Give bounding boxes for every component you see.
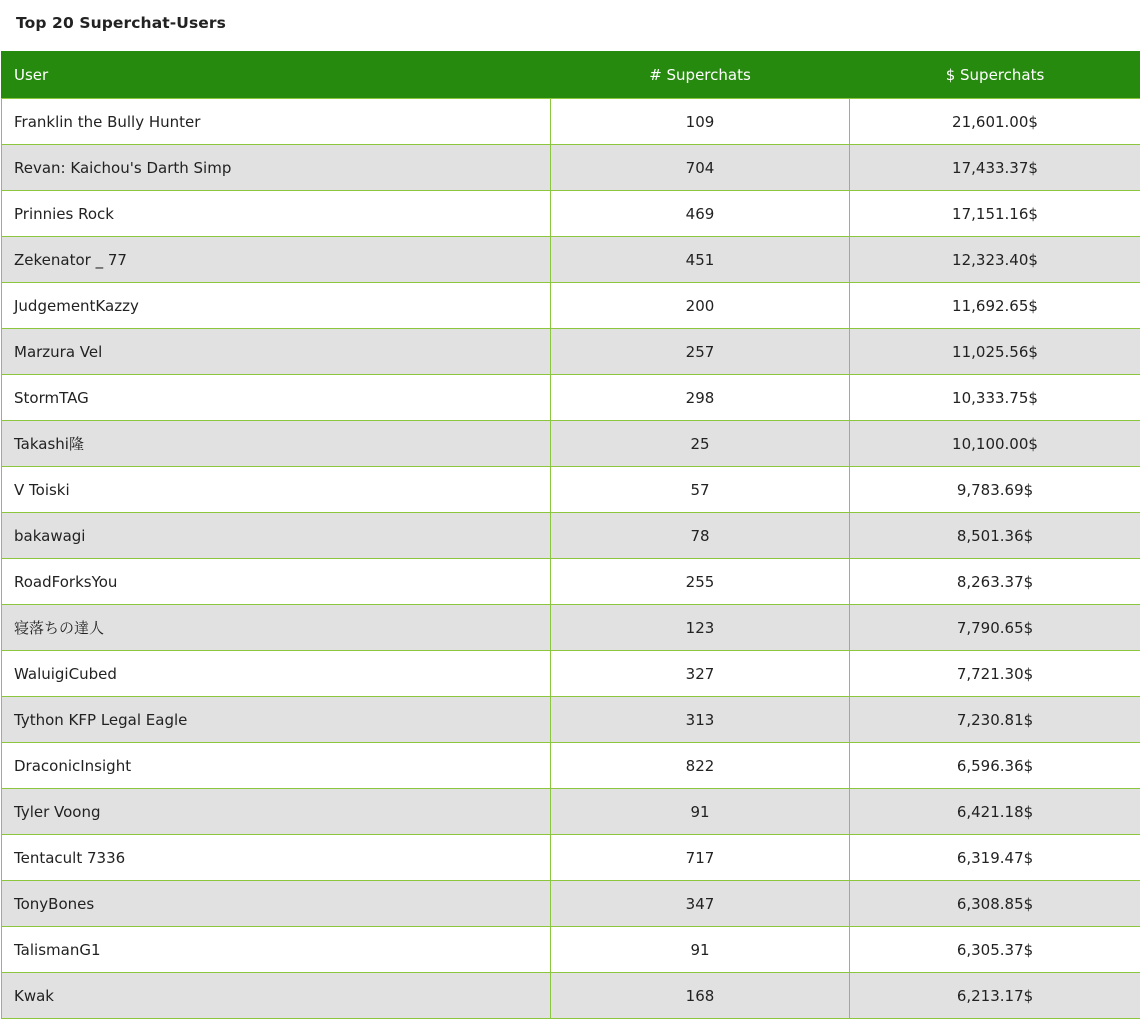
table-row [2, 237, 1140, 283]
page-title: Top 20 Superchat-Users [16, 14, 226, 32]
table-row [2, 973, 1140, 1019]
cell-superchat-amount: 17,433.37$ [850, 145, 1140, 191]
cell-user: Revan: Kaichou's Darth Simp [2, 145, 551, 191]
cell-superchat-count: 298 [551, 375, 850, 421]
table-row [2, 99, 1140, 145]
cell-superchat-count: 200 [551, 283, 850, 329]
cell-user: WaluigiCubed [2, 651, 551, 697]
table-row [2, 421, 1140, 467]
cell-superchat-amount: 11,025.56$ [850, 329, 1140, 375]
cell-superchat-amount: 6,421.18$ [850, 789, 1140, 835]
cell-superchat-amount: 8,263.37$ [850, 559, 1140, 605]
cell-superchat-amount: 8,501.36$ [850, 513, 1140, 559]
cell-user: Tentacult 7336 [2, 835, 551, 881]
table-row [2, 283, 1140, 329]
cell-user: Kwak [2, 973, 551, 1019]
cell-superchat-count: 257 [551, 329, 850, 375]
cell-superchat-count: 313 [551, 697, 850, 743]
cell-superchat-amount: 6,213.17$ [850, 973, 1140, 1019]
table-row [2, 835, 1140, 881]
cell-user: Tython KFP Legal Eagle [2, 697, 551, 743]
cell-superchat-count: 717 [551, 835, 850, 881]
table-row [2, 467, 1140, 513]
cell-superchat-count: 109 [551, 99, 850, 145]
table-row [2, 513, 1140, 559]
cell-user: TalismanG1 [2, 927, 551, 973]
table-row [2, 881, 1140, 927]
table-header [2, 52, 1140, 99]
cell-superchat-amount: 11,692.65$ [850, 283, 1140, 329]
header-row [2, 52, 1140, 99]
cell-superchat-amount: 6,596.36$ [850, 743, 1140, 789]
cell-superchat-amount: 10,333.75$ [850, 375, 1140, 421]
cell-superchat-count: 91 [551, 927, 850, 973]
table-row [2, 375, 1140, 421]
table-row [2, 329, 1140, 375]
cell-superchat-count: 78 [551, 513, 850, 559]
cell-superchat-count: 469 [551, 191, 850, 237]
table-row [2, 927, 1140, 973]
table-body [2, 99, 1140, 1019]
cell-superchat-count: 91 [551, 789, 850, 835]
cell-superchat-amount: 6,308.85$ [850, 881, 1140, 927]
table-row [2, 743, 1140, 789]
cell-user: bakawagi [2, 513, 551, 559]
cell-superchat-count: 451 [551, 237, 850, 283]
cell-superchat-amount: 7,790.65$ [850, 605, 1140, 651]
cell-superchat-count: 822 [551, 743, 850, 789]
cell-superchat-amount: 6,319.47$ [850, 835, 1140, 881]
cell-superchat-amount: 7,721.30$ [850, 651, 1140, 697]
cell-superchat-amount: 21,601.00$ [850, 99, 1140, 145]
cell-superchat-count: 347 [551, 881, 850, 927]
cell-superchat-amount: 10,100.00$ [850, 421, 1140, 467]
cell-superchat-amount: 9,783.69$ [850, 467, 1140, 513]
table-row [2, 605, 1140, 651]
column-header-superchat-count[interactable]: # Superchats [551, 52, 850, 99]
table-row [2, 559, 1140, 605]
cell-superchat-amount: 7,230.81$ [850, 697, 1140, 743]
cell-user: Franklin the Bully Hunter [2, 99, 551, 145]
cell-superchat-count: 327 [551, 651, 850, 697]
cell-superchat-amount: 6,305.37$ [850, 927, 1140, 973]
cell-superchat-count: 255 [551, 559, 850, 605]
cell-superchat-amount: 17,151.16$ [850, 191, 1140, 237]
superchat-leaderboard-table [1, 51, 1140, 1019]
cell-user: V Toiski [2, 467, 551, 513]
cell-superchat-count: 123 [551, 605, 850, 651]
cell-user: 寝落ちの達人 [2, 605, 551, 651]
cell-user: JudgementKazzy [2, 283, 551, 329]
cell-user: Takashi隆 [2, 421, 551, 467]
cell-user: DraconicInsight [2, 743, 551, 789]
table-row [2, 651, 1140, 697]
table-row [2, 191, 1140, 237]
column-header-user[interactable]: User [2, 52, 551, 99]
cell-superchat-count: 57 [551, 467, 850, 513]
cell-superchat-count: 704 [551, 145, 850, 191]
cell-superchat-count: 168 [551, 973, 850, 1019]
cell-user: StormTAG [2, 375, 551, 421]
cell-user: RoadForksYou [2, 559, 551, 605]
cell-user: Prinnies Rock [2, 191, 551, 237]
cell-superchat-count: 25 [551, 421, 850, 467]
cell-user: Zekenator _ 77 [2, 237, 551, 283]
cell-user: Tyler Voong [2, 789, 551, 835]
table-row [2, 697, 1140, 743]
cell-user: Marzura Vel [2, 329, 551, 375]
cell-user: TonyBones [2, 881, 551, 927]
cell-superchat-amount: 12,323.40$ [850, 237, 1140, 283]
table-row [2, 145, 1140, 191]
table-row [2, 789, 1140, 835]
column-header-superchat-amount[interactable]: $ Superchats [850, 52, 1140, 99]
